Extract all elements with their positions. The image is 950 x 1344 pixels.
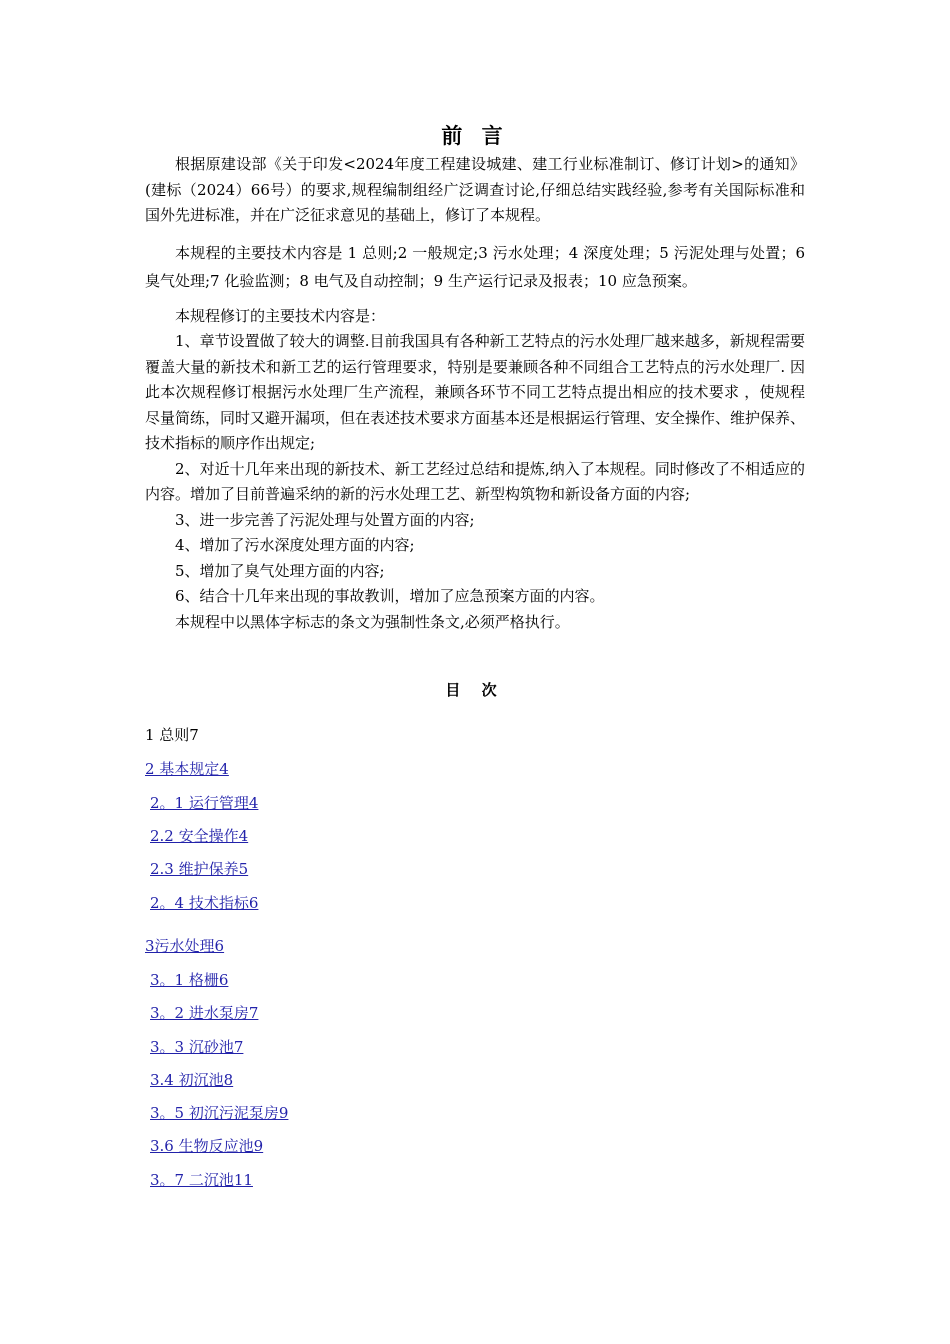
page-title: 前 言: [441, 123, 509, 148]
toc-link-3-5[interactable]: 3。5 初沉污泥泵房9: [150, 1104, 289, 1122]
preface-list-item: 1、章节设置做了较大的调整.目前我国具有各种新工艺特点的污水处理厂越来越多，新规程需要覆盖大量的新技术和新工艺的运行管理要求，特别是要兼顾各种不同组合工艺特点的污水处理厂. 因此本次规程修订根据污水处理厂生产流程，兼顾各环节不同工艺特点提出相应的技术要求 ，使规程尽量简练，同时又避开漏项，但在表述技术要求方面基本还是根据运行管理、安全操作、维护保养、技术指标的顺序作出规定;: [145, 332, 806, 452]
toc-link-3-4[interactable]: 3.4 初沉池8: [150, 1071, 234, 1089]
toc-link-3-7[interactable]: 3。7 二沉池11: [150, 1171, 253, 1189]
preface-paragraph: 本规程的主要技术内容是 1 总则;2 一般规定;3 污水处理；4 深度处理；5 污泥处理与处置；6 臭气处理;7 化验监测；8 电气及自动控制；9 生产运行记录及报表；10 应急预案。: [145, 243, 805, 290]
preface-list-item: 5、增加了臭气处理方面的内容;: [175, 561, 385, 580]
toc-link-2-1[interactable]: 2。1 运行管理4: [150, 794, 259, 812]
toc-link-2-2[interactable]: 2.2 安全操作4: [150, 827, 249, 845]
toc-link-3[interactable]: 3污水处理6: [145, 937, 225, 955]
preface-paragraph: 本规程中以黑体字标志的条文为强制性条文,必须严格执行。: [175, 612, 570, 631]
toc-link-2-4[interactable]: 2。4 技术指标6: [150, 894, 259, 912]
preface-list-item: 3、进一步完善了污泥处理与处置方面的内容;: [175, 510, 475, 529]
preface-list-item: 2、对近十几年来出现的新技术、新工艺经过总结和提炼,纳入了本规程。同时修改了不相适应的内容。增加了目前普遍采纳的新的污水处理工艺、新型构筑物和新设备方面的内容;: [145, 459, 805, 503]
preface-list-item: 4、增加了污水深度处理方面的内容;: [175, 536, 415, 554]
preface-paragraph: 本规程修订的主要技术内容是：: [175, 306, 386, 325]
preface-paragraph: 根据原建设部《关于印发<2024年度工程建设城建、建工行业标准制订、修订计划>的通知》(建标（2024）66号）的要求,规程编制组经广泛调查讨论,仔细总结实践经验,参考有关国际标准和国外先进标准，并在广泛征求意见的基础上，修订了本规程。: [145, 155, 805, 224]
preface-list-item: 6、结合十几年来出现的事故教训，增加了应急预案方面的内容。: [175, 587, 605, 605]
toc-link-3-1[interactable]: 3。1 格栅6: [150, 971, 229, 989]
toc-link-3-6[interactable]: 3.6 生物反应池9: [150, 1137, 264, 1155]
toc-link-3-3[interactable]: 3。3 沉砂池7: [150, 1038, 244, 1056]
toc-title: 目 次: [445, 681, 505, 699]
toc-entry-1: 1 总则7: [145, 726, 199, 744]
toc-link-3-2[interactable]: 3。2 进水泵房7: [150, 1004, 259, 1022]
toc-link-2-3[interactable]: 2.3 维护保养5: [150, 860, 249, 878]
toc-link-2[interactable]: 2 基本规定4: [145, 760, 229, 778]
